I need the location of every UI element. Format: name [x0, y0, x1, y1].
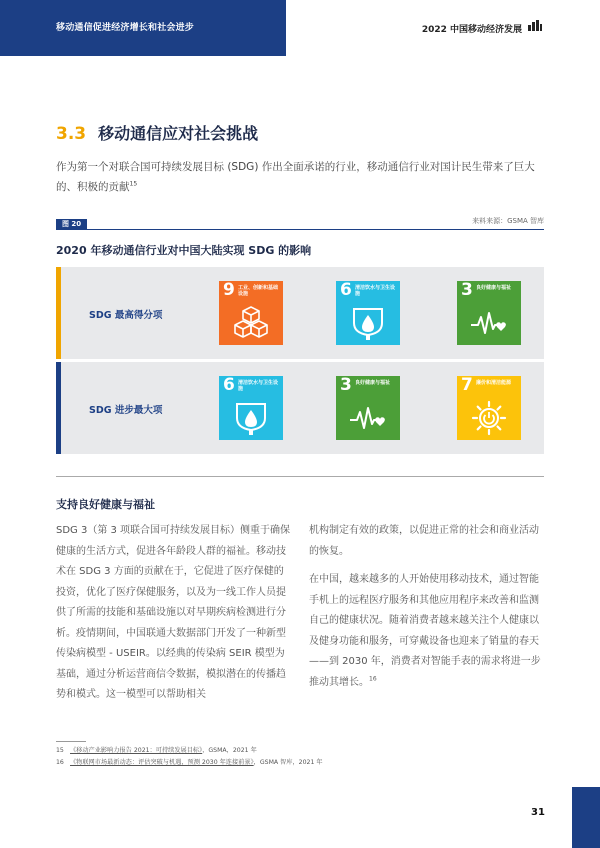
sdg-tile-number: 7: [461, 375, 473, 395]
sdg-tile-caption: 清洁饮水与卫生设施: [238, 380, 279, 392]
footnote-text: ，GSMA 智库，2021 年: [253, 759, 323, 766]
section-intro: [56, 157, 552, 197]
section-number: 3.3: [56, 124, 87, 144]
footnote-16: [56, 757, 323, 766]
sdg-tile-9: [219, 281, 283, 345]
page-corner-block: [572, 787, 600, 848]
footnote-text: ，GSMA，2021 年: [202, 747, 257, 754]
footnote-ref-15[interactable]: 15: [129, 180, 138, 188]
footnote-link[interactable]: 《物联网市场最新动态：评估突破与机遇，预测 2030 年连接前景》: [70, 759, 254, 766]
sdg-tile-number: 6: [223, 375, 235, 395]
sdg-tile-number: 3: [461, 280, 473, 300]
sdg-most-progress-panel: [56, 362, 544, 454]
sdg-tile-number: 9: [223, 280, 235, 300]
water-drop-icon: [233, 400, 269, 436]
industry-cubes-icon: [233, 305, 269, 341]
footnote-rule: [56, 741, 86, 742]
sdg-tile-7: [457, 376, 521, 440]
panel-label-top-score: SDG 最高得分项: [89, 310, 163, 321]
article-left-column: [56, 521, 293, 706]
header-chapter-title: 移动通信促进经济增长和社会进步: [56, 23, 195, 33]
section-title: 移动通信应对社会挑战: [98, 124, 259, 143]
paragraph-text: 在中国，越来越多的人开始使用移动技术，通过智能手机上的远程医疗服务和其他应用程序来改善和监测自己的健康状况。随着消费者越来越关注个人健康以及健身功能和服务，可穿戴设备也迎来了销量的春天——到 2030 年，消费者对智能手表的需求将进一步推动其增长。: [309, 574, 541, 688]
article-paragraph: 机构制定有效的政策，以促进正常的社会和商业活动的恢复。: [309, 525, 539, 557]
figure-title: 2020 年移动通信行业对中国大陆实现 SDG 的影响: [56, 244, 312, 257]
figure-tag: 图 20: [56, 219, 87, 230]
header-report-title: 2022 中国移动经济发展: [421, 25, 522, 35]
sdg-tile-caption: 清洁饮水与卫生设施: [355, 285, 396, 297]
gsma-logo-icon: [528, 20, 542, 31]
article-subheading: 支持良好健康与福祉: [56, 498, 155, 511]
footnote-number: 15: [56, 747, 64, 754]
sdg-tile-6: [219, 376, 283, 440]
section-divider: [56, 476, 544, 477]
article-paragraph: [309, 570, 545, 693]
footnote-number: 16: [56, 759, 64, 766]
footnote-ref-16[interactable]: 16: [369, 675, 377, 683]
heartbeat-icon: [350, 400, 386, 436]
figure-source: 来料来源：GSMA 智库: [472, 217, 544, 225]
article-paragraph: SDG 3（第 3 项联合国可持续发展目标）侧重于确保健康的生活方式，促进各年龄段人群的福祉。移动技术在 SDG 3 方面的贡献在于，它促进了医疗保健的投资，优化了医疗保健服务，以及为一线工作人员提供了所需的技能和基础设施以对早期疾病检测进行分析。疫情期间，中国联通大数据部门开发了一种新型传染病模型 - USEIR。以经典的传染病 SEIR 模型为基础，通过分析运营商信令数据，模拟潜在的传播趋势和模式。这一模型可以帮助相关: [56, 525, 291, 700]
footnote-link[interactable]: 《移动产业影响力报告 2021：可持续发展目标》: [70, 747, 203, 754]
sdg-tile-caption: 良好健康与福祉: [476, 285, 512, 291]
page-number: 31: [531, 807, 545, 818]
sdg-tile-3: [336, 376, 400, 440]
sun-power-icon: [471, 400, 507, 436]
sdg-top-score-panel: [56, 267, 544, 359]
sdg-tile-3: [457, 281, 521, 345]
section-heading: [56, 121, 258, 144]
article-right-column: [309, 521, 545, 693]
heartbeat-icon: [471, 305, 507, 341]
sdg-tile-number: 6: [340, 280, 352, 300]
sdg-tile-caption: 廉价和清洁能源: [476, 380, 512, 386]
sdg-tile-caption: 良好健康与福祉: [355, 380, 391, 386]
figure-rule: [56, 229, 544, 230]
water-drop-icon: [350, 305, 386, 341]
sdg-tile-caption: 工业、创新和基础设施: [238, 285, 279, 297]
sdg-tile-number: 3: [340, 375, 352, 395]
footnote-15: [56, 745, 257, 754]
panel-label-most-progress: SDG 进步最大项: [89, 405, 163, 416]
intro-text: 作为第一个对联合国可持续发展目标 (SDG) 作出全面承诺的行业，移动通信行业对国计民生带来了巨大的、积极的贡献: [56, 161, 535, 193]
sdg-tile-6: [336, 281, 400, 345]
